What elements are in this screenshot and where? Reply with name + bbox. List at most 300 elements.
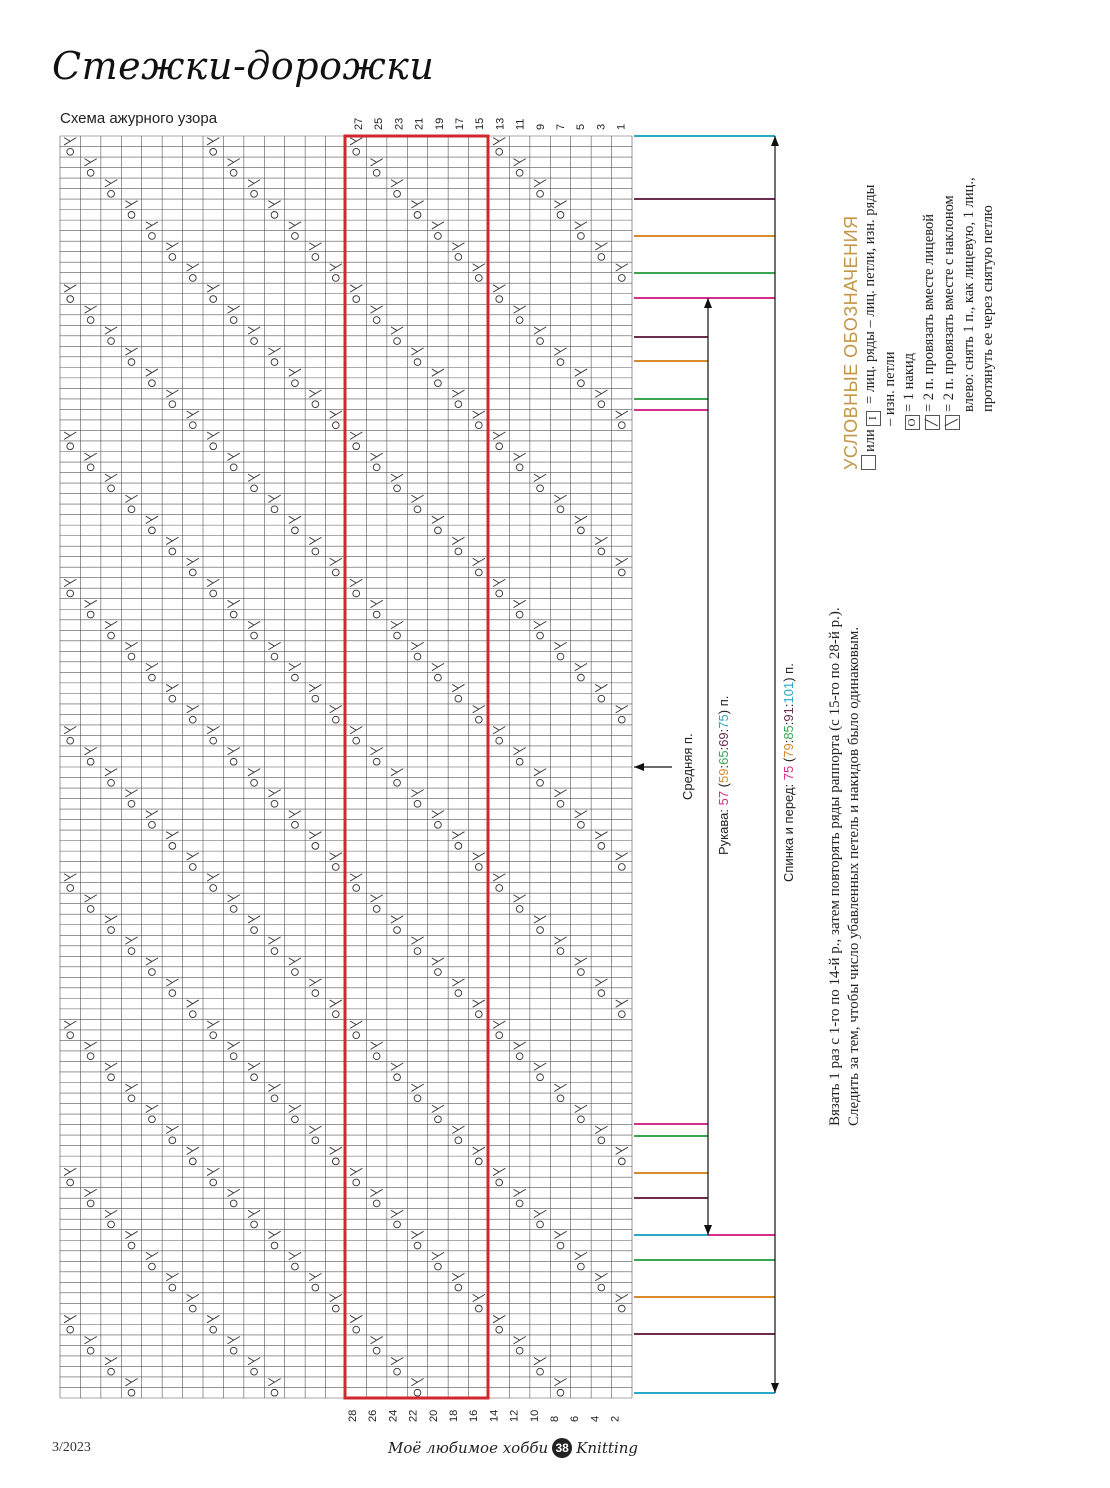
bottom-row-label: 20 bbox=[427, 1409, 440, 1422]
decrease-mark bbox=[146, 663, 158, 670]
yarn-over-mark bbox=[251, 927, 258, 934]
decrease-mark bbox=[125, 348, 137, 355]
decrease-mark bbox=[207, 579, 219, 586]
yarn-over-mark bbox=[516, 1053, 523, 1060]
yarn-over-mark bbox=[332, 569, 339, 576]
yarn-over-mark bbox=[475, 864, 482, 871]
yarn-over-mark bbox=[271, 1242, 278, 1249]
decrease-mark bbox=[105, 1063, 117, 1070]
decrease-mark bbox=[371, 306, 383, 313]
yarn-over-mark bbox=[149, 380, 156, 387]
arrow-up-icon bbox=[704, 298, 712, 308]
yarn-over-mark bbox=[230, 464, 237, 471]
decrease-mark bbox=[575, 958, 587, 965]
yarn-over-mark bbox=[557, 506, 564, 513]
top-row-label: 21 bbox=[413, 117, 426, 130]
decrease-mark bbox=[514, 453, 526, 460]
decrease-mark bbox=[534, 621, 546, 628]
decrease-mark bbox=[228, 895, 240, 902]
yarn-over-icon: O bbox=[905, 415, 920, 430]
top-row-label: 19 bbox=[433, 117, 446, 130]
yarn-over-mark bbox=[537, 338, 544, 345]
yarn-over-mark bbox=[373, 169, 380, 176]
yarn-over-mark bbox=[108, 338, 115, 345]
body-label: Спинка и перед: 75 (79:85:91:101) п. bbox=[781, 663, 796, 882]
yarn-over-mark bbox=[210, 737, 217, 744]
decrease-mark bbox=[330, 558, 342, 565]
yarn-over-mark bbox=[618, 716, 625, 723]
decrease-mark bbox=[268, 790, 280, 797]
yarn-over-mark bbox=[557, 948, 564, 955]
decrease-mark bbox=[350, 579, 362, 586]
decrease-mark bbox=[554, 1084, 566, 1091]
decrease-mark bbox=[473, 853, 485, 860]
decrease-mark bbox=[268, 348, 280, 355]
yarn-over-mark bbox=[108, 1074, 115, 1081]
decrease-mark bbox=[125, 790, 137, 797]
decrease-mark bbox=[411, 495, 423, 502]
decrease-mark bbox=[207, 1168, 219, 1175]
decrease-mark bbox=[166, 979, 178, 986]
yarn-over-mark bbox=[414, 1242, 421, 1249]
decrease-mark bbox=[289, 958, 301, 965]
yarn-over-mark bbox=[373, 906, 380, 913]
decrease-mark bbox=[371, 159, 383, 166]
decrease-mark bbox=[125, 1231, 137, 1238]
yarn-over-mark bbox=[332, 1305, 339, 1312]
yarn-over-mark bbox=[435, 1263, 442, 1270]
decrease-mark bbox=[105, 1210, 117, 1217]
yarn-over-mark bbox=[251, 1074, 258, 1081]
decrease-mark bbox=[473, 1294, 485, 1301]
yarn-over-mark bbox=[230, 1200, 237, 1207]
yarn-over-mark bbox=[475, 569, 482, 576]
decrease-mark bbox=[166, 243, 178, 250]
yarn-over-mark bbox=[271, 653, 278, 660]
decrease-mark bbox=[575, 1252, 587, 1259]
yarn-over-mark bbox=[496, 1032, 503, 1039]
arrow-down-icon bbox=[704, 1225, 712, 1235]
yarn-over-mark bbox=[230, 906, 237, 913]
decrease-mark bbox=[85, 1336, 97, 1343]
decrease-mark bbox=[514, 1189, 526, 1196]
yarn-over-mark bbox=[128, 212, 135, 219]
decrease-mark bbox=[595, 1126, 607, 1133]
sleeves-s4: 75 bbox=[716, 714, 731, 729]
yarn-over-mark bbox=[373, 611, 380, 618]
yarn-over-mark bbox=[312, 1137, 319, 1144]
yarn-over-mark bbox=[149, 1263, 156, 1270]
yarn-over-mark bbox=[189, 275, 196, 282]
yarn-over-mark bbox=[598, 254, 605, 261]
body-s2: 85 bbox=[781, 725, 796, 740]
decrease-mark bbox=[350, 432, 362, 439]
bottom-row-label: 24 bbox=[387, 1409, 400, 1422]
decrease-mark bbox=[534, 1358, 546, 1365]
yarn-over-mark bbox=[128, 653, 135, 660]
decrease-mark bbox=[85, 1042, 97, 1049]
yarn-over-mark bbox=[373, 464, 380, 471]
page-title: Стежки-дорожки bbox=[52, 44, 435, 88]
yarn-over-mark bbox=[353, 590, 360, 597]
yarn-over-mark bbox=[128, 1389, 135, 1396]
yarn-over-mark bbox=[149, 821, 156, 828]
decrease-mark bbox=[146, 811, 158, 818]
decrease-mark bbox=[187, 1147, 199, 1154]
decrease-mark bbox=[554, 1231, 566, 1238]
top-row-label: 1 bbox=[615, 123, 628, 130]
yarn-over-mark bbox=[312, 1284, 319, 1291]
yarn-over-mark bbox=[169, 695, 176, 702]
decrease-mark bbox=[248, 916, 260, 923]
yarn-over-mark bbox=[189, 716, 196, 723]
legend-ssk-text-cont2: протянуть ее через снятую петлю bbox=[980, 205, 996, 412]
bottom-row-label: 12 bbox=[508, 1409, 521, 1422]
yarn-over-mark bbox=[496, 148, 503, 155]
yarn-over-mark bbox=[149, 674, 156, 681]
yarn-over-mark bbox=[292, 1116, 299, 1123]
decrease-mark bbox=[105, 474, 117, 481]
decrease-mark bbox=[125, 642, 137, 649]
decrease-mark bbox=[125, 1379, 137, 1386]
decrease-mark bbox=[187, 705, 199, 712]
decrease-mark bbox=[371, 453, 383, 460]
yarn-over-mark bbox=[87, 464, 94, 471]
decrease-mark bbox=[391, 1210, 403, 1217]
decrease-mark bbox=[514, 306, 526, 313]
decrease-mark bbox=[616, 264, 628, 271]
ssk-icon: ╲ bbox=[945, 415, 960, 430]
yarn-over-mark bbox=[251, 632, 258, 639]
decrease-mark bbox=[105, 769, 117, 776]
decrease-mark bbox=[166, 832, 178, 839]
decrease-mark bbox=[514, 895, 526, 902]
sleeves-s1: 59 bbox=[716, 768, 731, 783]
decrease-mark bbox=[289, 1252, 301, 1259]
decrease-mark bbox=[432, 516, 444, 523]
yarn-over-mark bbox=[537, 1368, 544, 1375]
top-row-label: 5 bbox=[575, 123, 588, 130]
decrease-mark bbox=[616, 1294, 628, 1301]
yarn-over-mark bbox=[67, 148, 74, 155]
issue-number: 3/2023 bbox=[52, 1440, 91, 1455]
decrease-mark bbox=[411, 1379, 423, 1386]
yarn-over-mark bbox=[394, 338, 401, 345]
yarn-over-mark bbox=[230, 758, 237, 765]
yarn-over-mark bbox=[169, 401, 176, 408]
yarn-over-mark bbox=[87, 1347, 94, 1354]
yarn-over-mark bbox=[230, 169, 237, 176]
magazine-name: Моё любимое хобби bbox=[388, 1439, 549, 1457]
yarn-over-mark bbox=[230, 317, 237, 324]
decrease-mark bbox=[146, 958, 158, 965]
decrease-mark bbox=[268, 495, 280, 502]
decrease-mark bbox=[309, 832, 321, 839]
decrease-mark bbox=[228, 1189, 240, 1196]
decrease-mark bbox=[85, 1189, 97, 1196]
yarn-over-mark bbox=[149, 969, 156, 976]
yarn-over-mark bbox=[618, 1158, 625, 1165]
yarn-over-mark bbox=[87, 317, 94, 324]
decrease-mark bbox=[371, 1189, 383, 1196]
yarn-over-mark bbox=[353, 1032, 360, 1039]
yarn-over-mark bbox=[169, 1284, 176, 1291]
yarn-over-mark bbox=[271, 1389, 278, 1396]
yarn-over-mark bbox=[414, 359, 421, 366]
yarn-over-mark bbox=[67, 885, 74, 892]
yarn-over-mark bbox=[618, 1305, 625, 1312]
body-close: ) п. bbox=[781, 663, 796, 682]
decrease-mark bbox=[432, 369, 444, 376]
legend bbox=[842, 177, 998, 470]
yarn-over-mark bbox=[394, 1074, 401, 1081]
decrease-mark bbox=[411, 642, 423, 649]
yarn-over-mark bbox=[251, 485, 258, 492]
yarn-over-mark bbox=[251, 1221, 258, 1228]
bottom-row-label: 22 bbox=[407, 1409, 420, 1422]
decrease-mark bbox=[248, 327, 260, 334]
yarn-over-mark bbox=[128, 506, 135, 513]
decrease-mark bbox=[289, 369, 301, 376]
yarn-over-mark bbox=[312, 843, 319, 850]
yarn-over-mark bbox=[618, 1011, 625, 1018]
k2tog-icon: ╱ bbox=[925, 415, 940, 430]
decrease-mark bbox=[473, 1147, 485, 1154]
yarn-over-mark bbox=[435, 674, 442, 681]
yarn-over-mark bbox=[598, 843, 605, 850]
decrease-mark bbox=[105, 327, 117, 334]
body-s4: 101 bbox=[781, 681, 796, 704]
decrease-mark bbox=[85, 895, 97, 902]
decrease-mark bbox=[64, 1021, 76, 1028]
decrease-mark bbox=[575, 369, 587, 376]
decrease-mark bbox=[309, 537, 321, 544]
body-s3: 91 bbox=[781, 707, 796, 722]
bottom-row-label: 8 bbox=[549, 1415, 561, 1422]
decrease-mark bbox=[452, 243, 464, 250]
yarn-over-mark bbox=[496, 443, 503, 450]
decrease-mark bbox=[309, 390, 321, 397]
decrease-mark bbox=[309, 243, 321, 250]
decrease-mark bbox=[432, 958, 444, 965]
decrease-mark bbox=[289, 811, 301, 818]
decrease-mark bbox=[493, 1168, 505, 1175]
yarn-over-mark bbox=[128, 1242, 135, 1249]
decrease-mark bbox=[268, 201, 280, 208]
decrease-mark bbox=[391, 916, 403, 923]
decrease-mark bbox=[371, 1042, 383, 1049]
decrease-mark bbox=[330, 1000, 342, 1007]
decrease-mark bbox=[616, 853, 628, 860]
instructions-line-2: Следить за тем, чтобы число убавленных петель и накидов было одинаковым. bbox=[846, 626, 862, 1126]
yarn-over-mark bbox=[516, 758, 523, 765]
decrease-mark bbox=[248, 1358, 260, 1365]
yarn-over-mark bbox=[210, 443, 217, 450]
decrease-mark bbox=[534, 474, 546, 481]
yarn-over-mark bbox=[618, 275, 625, 282]
yarn-over-mark bbox=[394, 927, 401, 934]
decrease-mark bbox=[493, 138, 505, 145]
yarn-over-mark bbox=[149, 527, 156, 534]
decrease-mark bbox=[595, 390, 607, 397]
decrease-mark bbox=[125, 1084, 137, 1091]
yarn-over-mark bbox=[496, 1326, 503, 1333]
bottom-row-label: 2 bbox=[609, 1415, 622, 1422]
decrease-mark bbox=[166, 537, 178, 544]
yarn-over-mark bbox=[537, 190, 544, 197]
yarn-over-mark bbox=[618, 864, 625, 871]
yarn-over-mark bbox=[475, 422, 482, 429]
yarn-over-mark bbox=[455, 548, 462, 555]
yarn-over-mark bbox=[169, 254, 176, 261]
body-main: 75 bbox=[781, 765, 796, 781]
top-row-label: 23 bbox=[393, 117, 406, 130]
decrease-mark bbox=[432, 663, 444, 670]
decrease-mark bbox=[248, 769, 260, 776]
legend-yo-row bbox=[900, 177, 920, 470]
decrease-mark bbox=[289, 1105, 301, 1112]
yarn-over-mark bbox=[353, 443, 360, 450]
decrease-mark bbox=[432, 222, 444, 229]
decrease-mark bbox=[452, 979, 464, 986]
decrease-mark bbox=[473, 411, 485, 418]
sleeves-open: ( bbox=[716, 782, 731, 791]
yarn-over-mark bbox=[230, 1053, 237, 1060]
decrease-mark bbox=[432, 1105, 444, 1112]
decrease-mark bbox=[309, 979, 321, 986]
decrease-mark bbox=[309, 1126, 321, 1133]
decrease-mark bbox=[207, 874, 219, 881]
yarn-over-mark bbox=[435, 969, 442, 976]
decrease-mark bbox=[350, 138, 362, 145]
yarn-over-mark bbox=[312, 401, 319, 408]
instructions bbox=[826, 607, 864, 1126]
decrease-mark bbox=[595, 1273, 607, 1280]
legend-k2tog-text: = 2 п. провязать вместе лицевой bbox=[921, 214, 937, 412]
decrease-mark bbox=[554, 790, 566, 797]
decrease-mark bbox=[391, 180, 403, 187]
decrease-mark bbox=[207, 1021, 219, 1028]
decrease-mark bbox=[514, 600, 526, 607]
decrease-mark bbox=[616, 411, 628, 418]
decrease-mark bbox=[125, 495, 137, 502]
decrease-mark bbox=[554, 642, 566, 649]
yarn-over-mark bbox=[414, 1095, 421, 1102]
yarn-over-mark bbox=[373, 1347, 380, 1354]
decrease-mark bbox=[187, 411, 199, 418]
yarn-over-mark bbox=[353, 1179, 360, 1186]
decrease-mark bbox=[187, 853, 199, 860]
decrease-mark bbox=[268, 1379, 280, 1386]
yarn-over-mark bbox=[312, 254, 319, 261]
body-open: ( bbox=[781, 757, 796, 766]
decrease-mark bbox=[64, 432, 76, 439]
yarn-over-mark bbox=[292, 969, 299, 976]
decrease-mark bbox=[187, 1000, 199, 1007]
decrease-mark bbox=[493, 727, 505, 734]
yarn-over-mark bbox=[312, 990, 319, 997]
yarn-over-mark bbox=[475, 1158, 482, 1165]
yarn-over-mark bbox=[578, 969, 585, 976]
decrease-mark bbox=[473, 558, 485, 565]
decrease-mark bbox=[493, 285, 505, 292]
decrease-mark bbox=[391, 769, 403, 776]
decrease-mark bbox=[350, 1168, 362, 1175]
decrease-mark bbox=[166, 1126, 178, 1133]
yarn-over-mark bbox=[578, 674, 585, 681]
decrease-mark bbox=[105, 1358, 117, 1365]
yarn-over-mark bbox=[373, 317, 380, 324]
yarn-over-mark bbox=[353, 885, 360, 892]
decrease-mark bbox=[452, 390, 464, 397]
yarn-over-mark bbox=[108, 927, 115, 934]
yarn-over-mark bbox=[169, 548, 176, 555]
decrease-mark bbox=[125, 201, 137, 208]
bottom-row-label: 14 bbox=[488, 1409, 501, 1422]
yarn-over-mark bbox=[598, 1137, 605, 1144]
decrease-mark bbox=[473, 705, 485, 712]
yarn-over-mark bbox=[394, 190, 401, 197]
yarn-over-mark bbox=[455, 1137, 462, 1144]
decrease-mark bbox=[493, 1315, 505, 1322]
decrease-mark bbox=[105, 916, 117, 923]
yarn-over-mark bbox=[189, 1305, 196, 1312]
yarn-over-mark bbox=[210, 148, 217, 155]
decrease-mark bbox=[411, 201, 423, 208]
decrease-mark bbox=[268, 937, 280, 944]
decrease-mark bbox=[432, 1252, 444, 1259]
yarn-over-mark bbox=[414, 212, 421, 219]
yarn-over-mark bbox=[516, 611, 523, 618]
yarn-over-mark bbox=[578, 380, 585, 387]
decrease-mark bbox=[85, 600, 97, 607]
yarn-over-mark bbox=[292, 821, 299, 828]
yarn-over-mark bbox=[598, 548, 605, 555]
yarn-over-mark bbox=[475, 275, 482, 282]
arrow-left-icon bbox=[634, 763, 644, 771]
decrease-mark bbox=[452, 684, 464, 691]
decrease-mark bbox=[166, 1273, 178, 1280]
decrease-mark bbox=[166, 684, 178, 691]
decrease-mark bbox=[575, 1105, 587, 1112]
decrease-mark bbox=[493, 432, 505, 439]
decrease-mark bbox=[534, 180, 546, 187]
decrease-mark bbox=[391, 1063, 403, 1070]
yarn-over-mark bbox=[435, 233, 442, 240]
yarn-over-mark bbox=[332, 1011, 339, 1018]
yarn-over-mark bbox=[87, 1053, 94, 1060]
yarn-over-mark bbox=[455, 401, 462, 408]
top-row-label: 7 bbox=[555, 123, 567, 130]
yarn-over-mark bbox=[598, 1284, 605, 1291]
yarn-over-mark bbox=[516, 317, 523, 324]
decrease-mark bbox=[534, 916, 546, 923]
yarn-over-mark bbox=[149, 1116, 156, 1123]
yarn-over-mark bbox=[108, 779, 115, 786]
decrease-mark bbox=[289, 663, 301, 670]
yarn-over-mark bbox=[537, 1221, 544, 1228]
yarn-over-mark bbox=[128, 800, 135, 807]
decrease-mark bbox=[534, 1210, 546, 1217]
decrease-mark bbox=[575, 811, 587, 818]
body-s1: 79 bbox=[781, 743, 796, 758]
decrease-mark bbox=[493, 1021, 505, 1028]
yarn-over-mark bbox=[578, 527, 585, 534]
yarn-over-mark bbox=[271, 212, 278, 219]
yarn-over-mark bbox=[455, 843, 462, 850]
decrease-mark bbox=[289, 222, 301, 229]
yarn-over-mark bbox=[435, 1116, 442, 1123]
